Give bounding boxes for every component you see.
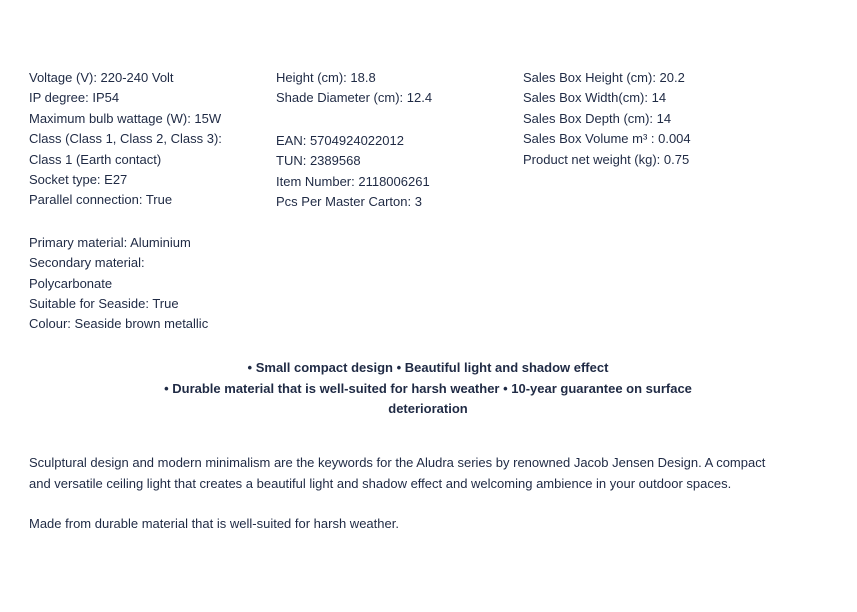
- spec-voltage: Voltage (V): 220-240 Volt: [29, 70, 174, 85]
- spec-column-packaging: [523, 68, 823, 170]
- spec-shade-diameter: Shade Diameter (cm): 12.4: [276, 90, 433, 106]
- highlight-line: • Small compact design • Beautiful light and shadow effect: [247, 360, 609, 375]
- description-text: and versatile ceiling light that creates a beautiful light and shadow effect and welcoming ambience in your outdoor spaces.: [29, 475, 732, 491]
- product-description: [29, 453, 829, 535]
- spec-gap: [29, 211, 269, 233]
- highlight-line: deterioration: [388, 401, 468, 417]
- spec-secondary-material-value: Polycarbonate: [29, 275, 113, 291]
- spec-tun: TUN: 2389568: [276, 153, 361, 169]
- spec-parallel-connection: Parallel connection: True: [29, 192, 173, 208]
- spec-class-value: Class 1 (Earth contact): [29, 151, 162, 167]
- spec-column-electrical: [29, 68, 269, 335]
- spec-max-bulb-wattage: Maximum bulb wattage (W): 15W: [29, 110, 222, 126]
- spec-item-number: Item Number: 2118006261: [276, 173, 430, 189]
- description-text: Made from durable material that is well-suited for harsh weather.: [29, 516, 399, 532]
- spec-class-label: Class (Class 1, Class 2, Class 3):: [29, 131, 222, 147]
- spec-sales-box-width: Sales Box Width(cm): 14: [523, 90, 667, 106]
- spec-sales-box-height: Sales Box Height (cm): 20.2: [523, 70, 685, 85]
- spec-suitable-seaside: Suitable for Seaside: True: [29, 295, 179, 311]
- spec-pcs-per-master-carton: Pcs Per Master Carton: 3: [276, 193, 422, 209]
- spec-colour: Colour: Seaside brown metallic: [29, 316, 209, 332]
- spec-product-net-weight: Product net weight (kg): 0.75: [523, 151, 690, 167]
- spec-secondary-material-label: Secondary material:: [29, 255, 145, 271]
- spec-socket-type: Socket type: E27: [29, 171, 128, 187]
- spec-column-dimensions: [276, 68, 516, 212]
- paragraph-gap: [29, 494, 829, 514]
- spec-ip-degree: IP degree: IP54: [29, 90, 120, 106]
- spec-gap: [276, 109, 516, 131]
- spec-sales-box-depth: Sales Box Depth (cm): 14: [523, 110, 672, 126]
- spec-primary-material: Primary material: Aluminium: [29, 234, 191, 250]
- spec-height: Height (cm): 18.8: [276, 70, 376, 85]
- spec-sales-box-volume: Sales Box Volume m³ : 0.004: [523, 131, 691, 147]
- description-text: Sculptural design and modern minimalism are the keywords for the Aludra series by renowned Jacob Jensen Design. A compact: [29, 455, 766, 470]
- spec-ean: EAN: 5704924022012: [276, 132, 404, 148]
- highlights-block: [29, 358, 827, 420]
- highlight-line: • Durable material that is well-suited for harsh weather • 10-year guarantee on surface: [164, 380, 692, 396]
